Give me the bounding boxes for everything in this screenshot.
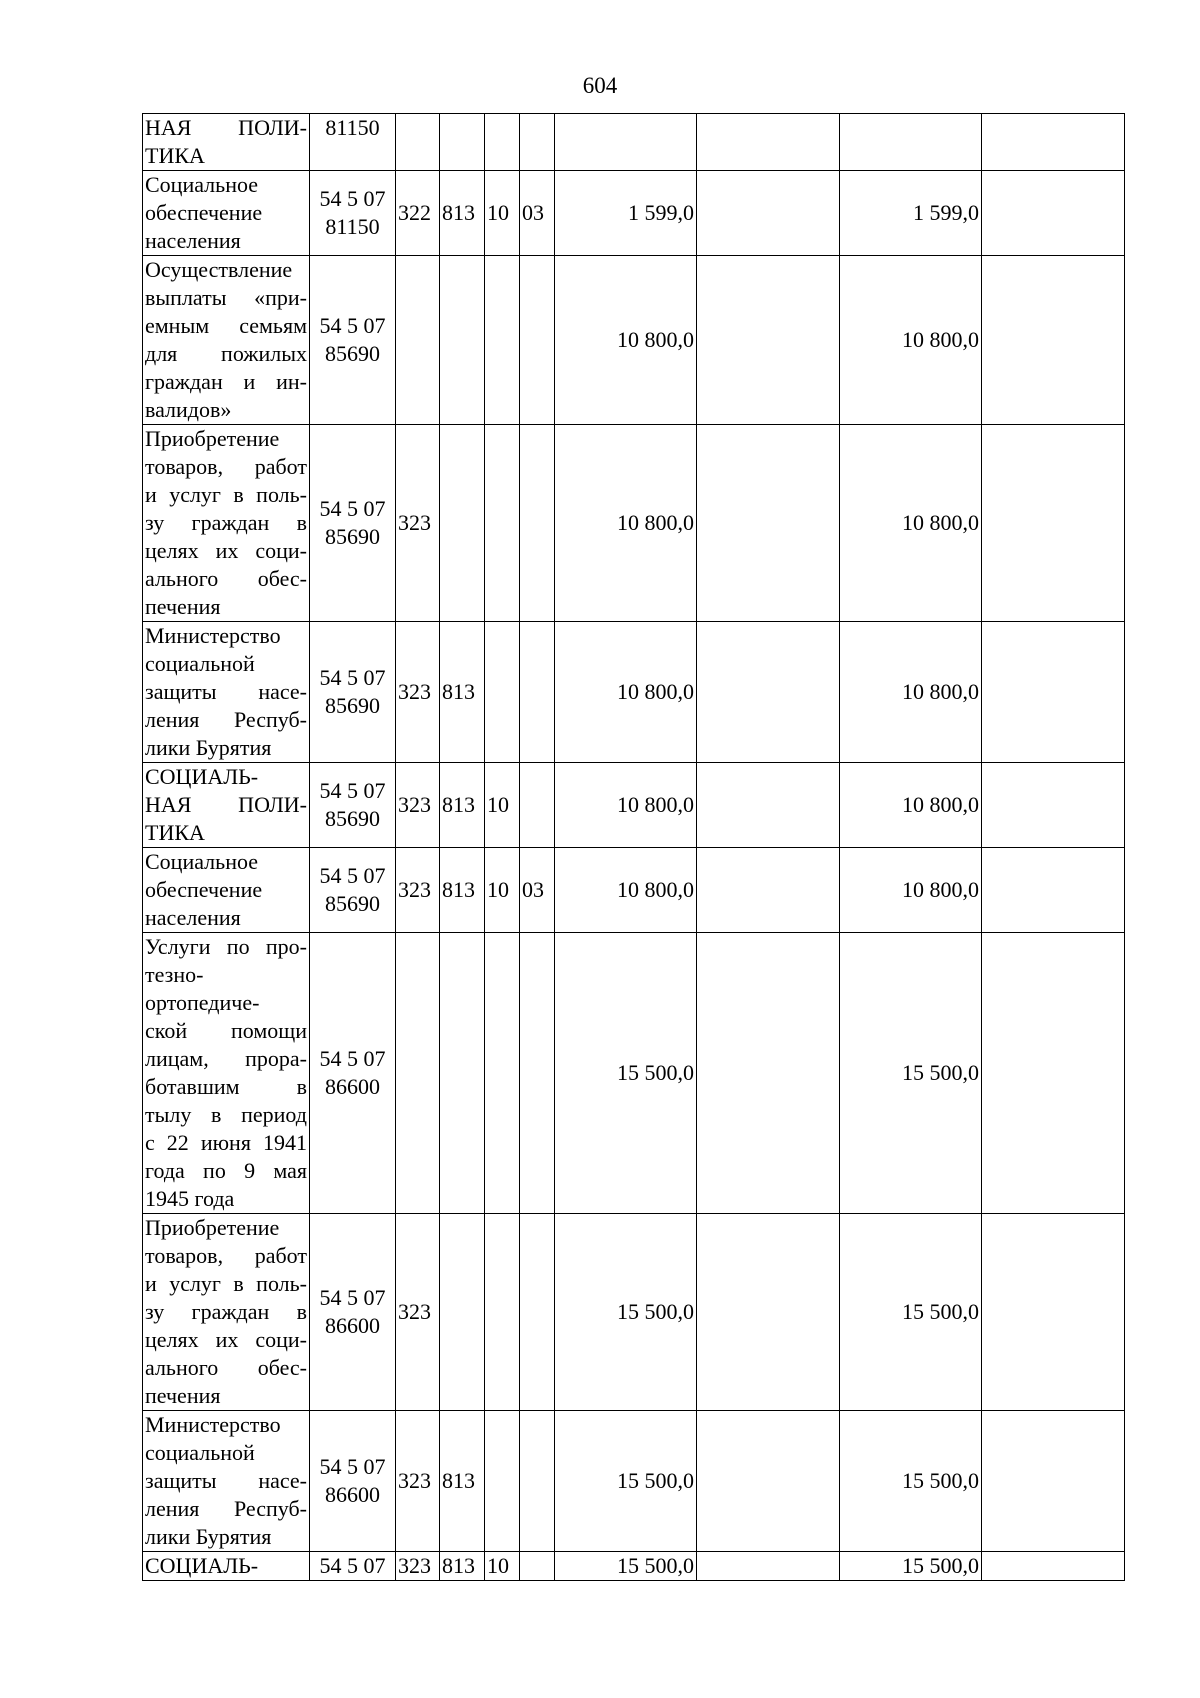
target-article-code-cell	[310, 1411, 396, 1552]
name-cell-line: печения	[145, 1383, 221, 1408]
expense-type-cell: 323	[396, 1552, 440, 1581]
amount-cell-4	[982, 763, 1125, 848]
target-article-code-cell-line: 54 5 07	[319, 186, 386, 211]
amount-cell-3: 10 800,0	[840, 425, 982, 622]
table-row	[143, 933, 1125, 1214]
section-cell: 10	[485, 848, 520, 933]
target-article-code-cell-line: 54 5 07	[319, 1285, 386, 1310]
administrator-code-cell	[440, 425, 485, 622]
amount-cell-2	[697, 1411, 840, 1552]
section-cell	[485, 256, 520, 425]
subsection-cell: 03	[520, 848, 555, 933]
target-article-code-cell	[310, 114, 396, 171]
expense-type-cell	[396, 933, 440, 1214]
subsection-cell	[520, 622, 555, 763]
target-article-code-cell	[310, 256, 396, 425]
name-cell-line: целях их соци-	[145, 538, 307, 563]
name-cell-line: НАЯ ПОЛИ-	[145, 792, 307, 817]
amount-cell-4	[982, 425, 1125, 622]
name-cell-line: Министерство	[145, 623, 281, 648]
section-cell	[485, 933, 520, 1214]
name-cell-line: тезно-	[145, 962, 204, 987]
amount-cell-2	[697, 622, 840, 763]
amount-cell-3: 10 800,0	[840, 848, 982, 933]
section-cell	[485, 1214, 520, 1411]
name-cell-line: товаров, работ	[145, 1243, 307, 1268]
subsection-cell	[520, 1411, 555, 1552]
amount-cell-1: 15 500,0	[555, 933, 697, 1214]
target-article-code-cell	[310, 1552, 396, 1581]
name-cell	[143, 933, 310, 1214]
target-article-code-cell-line: 54 5 07	[319, 1454, 386, 1479]
amount-cell-1: 1 599,0	[555, 171, 697, 256]
amount-cell-4	[982, 933, 1125, 1214]
expense-type-cell: 323	[396, 425, 440, 622]
name-cell-line: целях их соци-	[145, 1327, 307, 1352]
target-article-code-cell-line: 85690	[325, 693, 380, 718]
expense-type-cell: 323	[396, 1214, 440, 1411]
table-body	[143, 114, 1125, 1581]
table-row	[143, 1214, 1125, 1411]
subsection-cell: 03	[520, 171, 555, 256]
name-cell-line: с 22 июня 1941	[145, 1130, 307, 1155]
target-article-code-cell-line: 85690	[325, 891, 380, 916]
amount-cell-3: 1 599,0	[840, 171, 982, 256]
expense-type-cell: 323	[396, 848, 440, 933]
amount-cell-2	[697, 256, 840, 425]
amount-cell-1: 10 800,0	[555, 622, 697, 763]
name-cell-line: года по 9 мая	[145, 1158, 307, 1183]
amount-cell-2	[697, 933, 840, 1214]
target-article-code-cell	[310, 622, 396, 763]
name-cell-line: ального обес-	[145, 1355, 307, 1380]
name-cell-line: ТИКА	[145, 820, 205, 845]
name-cell-line: СОЦИАЛЬ-	[145, 764, 259, 789]
target-article-code-cell-line: 54 5 07	[319, 496, 386, 521]
section-cell: 10	[485, 763, 520, 848]
name-cell-line: защиты насе-	[145, 1468, 307, 1493]
name-cell-line: Социальное	[145, 849, 258, 874]
target-article-code-cell	[310, 848, 396, 933]
table-row	[143, 425, 1125, 622]
amount-cell-4	[982, 114, 1125, 171]
amount-cell-4	[982, 256, 1125, 425]
amount-cell-3: 10 800,0	[840, 763, 982, 848]
name-cell-line: товаров, работ	[145, 454, 307, 479]
amount-cell-2	[697, 1552, 840, 1581]
name-cell-line: защиты насе-	[145, 679, 307, 704]
target-article-code-cell	[310, 763, 396, 848]
target-article-code-cell	[310, 425, 396, 622]
name-cell-line: обеспечение	[145, 877, 263, 902]
administrator-code-cell	[440, 1214, 485, 1411]
name-cell-line: ботавшим в	[145, 1074, 307, 1099]
name-cell	[143, 425, 310, 622]
amount-cell-2	[697, 1214, 840, 1411]
name-cell-line: ального обес-	[145, 566, 307, 591]
amount-cell-1	[555, 114, 697, 171]
name-cell	[143, 114, 310, 171]
expense-type-cell	[396, 114, 440, 171]
name-cell	[143, 848, 310, 933]
expense-type-cell	[396, 256, 440, 425]
name-cell-line: населения	[145, 228, 241, 253]
name-cell-line: СОЦИАЛЬ-	[145, 1553, 259, 1578]
name-cell-line: валидов»	[145, 397, 232, 422]
target-article-code-cell-line: 54 5 07	[319, 1046, 386, 1071]
administrator-code-cell: 813	[440, 848, 485, 933]
name-cell-line: ления Респуб-	[145, 1496, 307, 1521]
name-cell-line: Осуществление	[145, 257, 293, 282]
name-cell-line: лики Бурятия	[145, 735, 272, 760]
name-cell-line: выплаты «при-	[145, 285, 307, 310]
name-cell	[143, 622, 310, 763]
administrator-code-cell	[440, 933, 485, 1214]
target-article-code-cell-line: 54 5 07	[319, 778, 386, 803]
target-article-code-cell-line: 86600	[325, 1313, 380, 1338]
name-cell-line: тылу в период	[145, 1102, 307, 1127]
name-cell-line: Министерство	[145, 1412, 281, 1437]
name-cell-line: Услуги по про-	[145, 934, 307, 959]
administrator-code-cell: 813	[440, 622, 485, 763]
name-cell-line: лики Бурятия	[145, 1524, 272, 1549]
section-cell: 10	[485, 171, 520, 256]
name-cell-line: граждан и ин-	[145, 369, 307, 394]
name-cell-line: населения	[145, 905, 241, 930]
amount-cell-3: 15 500,0	[840, 1214, 982, 1411]
name-cell	[143, 763, 310, 848]
target-article-code-cell-line: 54 5 07	[319, 863, 386, 888]
table-row	[143, 848, 1125, 933]
budget-table	[142, 113, 1125, 1581]
table-row	[143, 171, 1125, 256]
table-row	[143, 622, 1125, 763]
target-article-code-cell-line: 85690	[325, 341, 380, 366]
name-cell-line: и услуг в поль-	[145, 1271, 307, 1296]
target-article-code-cell-line: 86600	[325, 1074, 380, 1099]
subsection-cell	[520, 256, 555, 425]
name-cell-line: Социальное	[145, 172, 258, 197]
subsection-cell	[520, 763, 555, 848]
name-cell-line: социальной	[145, 1440, 255, 1465]
name-cell-line: зу граждан в	[145, 510, 307, 535]
amount-cell-4	[982, 622, 1125, 763]
amount-cell-3: 10 800,0	[840, 256, 982, 425]
section-cell	[485, 622, 520, 763]
name-cell-line: зу граждан в	[145, 1299, 307, 1324]
amount-cell-3: 15 500,0	[840, 1552, 982, 1581]
amount-cell-4	[982, 171, 1125, 256]
amount-cell-2	[697, 763, 840, 848]
name-cell-line: ортопедиче-	[145, 990, 260, 1015]
name-cell-line: Приобретение	[145, 1215, 280, 1240]
name-cell-line: ТИКА	[145, 143, 205, 168]
amount-cell-3: 15 500,0	[840, 1411, 982, 1552]
target-article-code-cell-line: 81150	[325, 115, 380, 140]
name-cell-line: емным семьям	[145, 313, 307, 338]
table-row	[143, 1552, 1125, 1581]
name-cell-line: лицам, прора-	[145, 1046, 307, 1071]
name-cell-line: печения	[145, 594, 221, 619]
administrator-code-cell: 813	[440, 763, 485, 848]
subsection-cell	[520, 114, 555, 171]
amount-cell-1: 10 800,0	[555, 848, 697, 933]
expense-type-cell: 322	[396, 171, 440, 256]
administrator-code-cell: 813	[440, 1411, 485, 1552]
administrator-code-cell: 813	[440, 171, 485, 256]
target-article-code-cell	[310, 1214, 396, 1411]
amount-cell-4	[982, 1411, 1125, 1552]
amount-cell-2	[697, 114, 840, 171]
page-number: 604	[582, 73, 618, 98]
name-cell-line: НАЯ ПОЛИ-	[145, 115, 307, 140]
amount-cell-1: 15 500,0	[555, 1411, 697, 1552]
subsection-cell	[520, 933, 555, 1214]
target-article-code-cell-line: 86600	[325, 1482, 380, 1507]
amount-cell-2	[697, 848, 840, 933]
name-cell	[143, 171, 310, 256]
administrator-code-cell	[440, 114, 485, 171]
amount-cell-2	[697, 425, 840, 622]
amount-cell-3	[840, 114, 982, 171]
amount-cell-1: 10 800,0	[555, 425, 697, 622]
amount-cell-1: 15 500,0	[555, 1214, 697, 1411]
table-row	[143, 256, 1125, 425]
amount-cell-4	[982, 1552, 1125, 1581]
name-cell-line: обеспечение	[145, 200, 263, 225]
subsection-cell	[520, 425, 555, 622]
name-cell-line: ской помощи	[145, 1018, 307, 1043]
expense-type-cell: 323	[396, 1411, 440, 1552]
section-cell	[485, 1411, 520, 1552]
amount-cell-3: 10 800,0	[840, 622, 982, 763]
table-row	[143, 114, 1125, 171]
name-cell	[143, 1214, 310, 1411]
name-cell-line: ления Респуб-	[145, 707, 307, 732]
subsection-cell	[520, 1552, 555, 1581]
table-row	[143, 1411, 1125, 1552]
section-cell	[485, 114, 520, 171]
name-cell-line: Приобретение	[145, 426, 280, 451]
section-cell	[485, 425, 520, 622]
expense-type-cell: 323	[396, 763, 440, 848]
amount-cell-3: 15 500,0	[840, 933, 982, 1214]
target-article-code-cell-line: 54 5 07	[319, 1553, 386, 1578]
name-cell	[143, 1411, 310, 1552]
section-cell: 10	[485, 1552, 520, 1581]
expense-type-cell: 323	[396, 622, 440, 763]
name-cell-line: и услуг в поль-	[145, 482, 307, 507]
amount-cell-4	[982, 1214, 1125, 1411]
name-cell-line: для пожилых	[145, 341, 307, 366]
target-article-code-cell	[310, 933, 396, 1214]
subsection-cell	[520, 1214, 555, 1411]
name-cell	[143, 1552, 310, 1581]
amount-cell-1: 10 800,0	[555, 256, 697, 425]
amount-cell-1: 15 500,0	[555, 1552, 697, 1581]
amount-cell-2	[697, 171, 840, 256]
administrator-code-cell	[440, 256, 485, 425]
target-article-code-cell	[310, 171, 396, 256]
target-article-code-cell-line: 85690	[325, 524, 380, 549]
name-cell-line: социальной	[145, 651, 255, 676]
amount-cell-4	[982, 848, 1125, 933]
name-cell-line: 1945 года	[145, 1186, 235, 1211]
name-cell	[143, 256, 310, 425]
table-row	[143, 763, 1125, 848]
target-article-code-cell-line: 85690	[325, 806, 380, 831]
target-article-code-cell-line: 54 5 07	[319, 313, 386, 338]
amount-cell-1: 10 800,0	[555, 763, 697, 848]
target-article-code-cell-line: 54 5 07	[319, 665, 386, 690]
administrator-code-cell: 813	[440, 1552, 485, 1581]
target-article-code-cell-line: 81150	[325, 214, 380, 239]
